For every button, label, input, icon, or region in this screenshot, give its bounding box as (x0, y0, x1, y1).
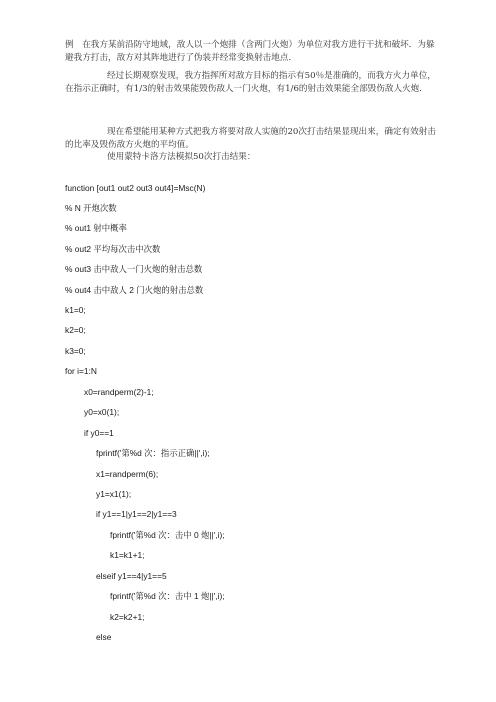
code-line: x1=randperm(6); (96, 469, 159, 479)
code-line: k3=0; (65, 346, 86, 356)
code-line: fprintf('第%d 次：击中 0 炮||',i); (110, 530, 225, 540)
code-line: else (96, 632, 112, 642)
code-line: % out4 击中敌人 2 门火炮的射击总数 (65, 285, 204, 295)
code-line: if y1==1|y1==2|y1==3 (96, 509, 177, 519)
code-line: if y0==1 (84, 428, 114, 438)
intro-text-1: 例 在我方某前沿防守地域，敌人以一个炮排（含两门火炮）为单位对我方进行干扰和破坏．为躲避我方打击，敌方对其阵地进行了伪装并经常变换射击地点． (65, 40, 435, 63)
code-line: k2=0; (65, 325, 86, 335)
code-line: k1=0; (65, 305, 86, 315)
code-line: k1=k1+1; (110, 550, 145, 560)
intro-text-4: 使用蒙特卡洛方法模拟50次打击结果： (107, 152, 256, 162)
code-line: % out3 击中敌人一门火炮的射击总数 (65, 264, 203, 274)
code-line: % out1 射中概率 (65, 223, 127, 233)
intro-paragraph-4 (65, 151, 443, 164)
intro-paragraph-1 (65, 39, 443, 65)
code-line: elseif y1==4|y1==5 (96, 571, 167, 581)
code-line: y0=x0(1); (84, 407, 120, 417)
code-line: function [out1 out2 out3 out4]=Msc(N) (65, 183, 206, 193)
intro-paragraph-2 (65, 70, 443, 96)
code-line: y1=x1(1); (96, 489, 132, 499)
intro-paragraph-3 (65, 126, 443, 152)
intro-text-2: 经过长期观察发现，我方指挥所对敌方目标的指示有50％是准确的，而我方火力单位，在指示正确时，有1/3的射击效果能毁伤敌人一门火炮，有1/6的射击效果能全部毁伤敌人火炮． (65, 71, 436, 94)
code-line: % N 开炮次数 (65, 203, 117, 213)
code-line: x0=randperm(2)-1; (84, 387, 154, 397)
code-line: fprintf('第%d 次：指示正确||',i); (96, 448, 210, 458)
intro-text-3: 现在希望能用某种方式把我方将要对敌人实施的20次打击结果显现出来，确定有效射击的比率及毁伤敌方火炮的平均值。 (65, 127, 436, 150)
code-line: k2=k2+1; (110, 612, 145, 622)
code-line: % out2 平均每次击中次数 (65, 244, 161, 254)
code-line: for i=1:N (65, 366, 97, 376)
code-line: fprintf('第%d 次：击中 1 炮||',i); (110, 591, 225, 601)
